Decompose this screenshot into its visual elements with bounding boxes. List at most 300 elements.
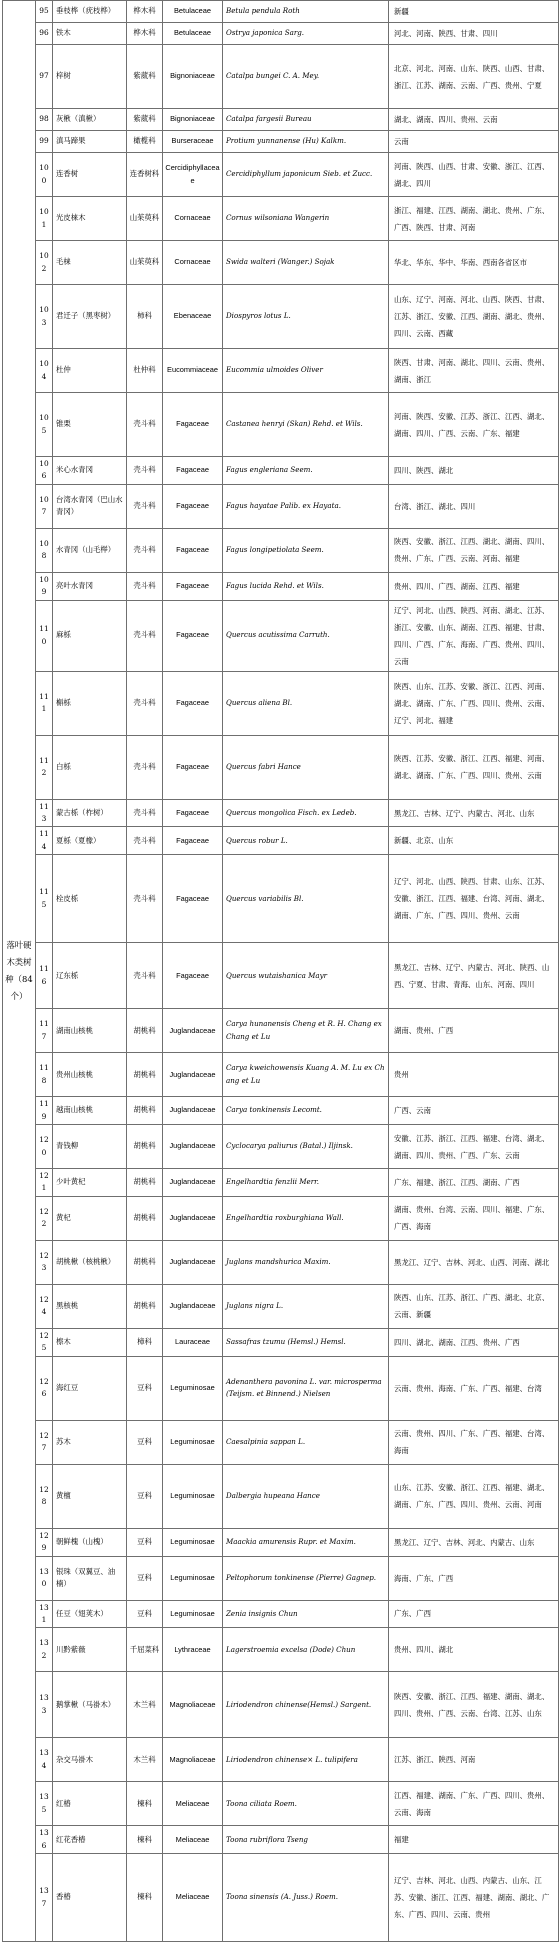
row-number-cell: 99 <box>36 131 53 153</box>
chinese-name-cell: 杜仲 <box>53 349 127 393</box>
scientific-name-cell: Quercus aliena Bl. <box>223 671 389 735</box>
table-row <box>3 1284 559 1328</box>
family-chinese-cell: 连香树科 <box>127 153 163 197</box>
distribution-cell: 贵州、四川、湖北 <box>389 1628 559 1672</box>
scientific-name-cell: Catalpa bungei C. A. Mey. <box>223 45 389 109</box>
family-latin-cell: Fagaceae <box>163 457 223 485</box>
family-latin-cell: Leguminosae <box>163 1356 223 1420</box>
row-number-cell: 107 <box>36 484 53 528</box>
distribution-cell: 辽宁、河北、山西、陕西、甘肃、山东、江苏、安徽、浙江、江西、福建、台湾、河南、湖北、湖南、广东、广西、四川、贵州、云南 <box>389 855 559 943</box>
table-row <box>3 349 559 393</box>
table-row <box>3 735 559 799</box>
row-number-cell: 105 <box>36 393 53 457</box>
family-chinese-cell: 胡桃科 <box>127 1240 163 1284</box>
scientific-name-cell: Protium yunnanense (Hu) Kalkm. <box>223 131 389 153</box>
family-chinese-cell: 壳斗科 <box>127 735 163 799</box>
table-row <box>3 1628 559 1672</box>
family-chinese-cell: 豆科 <box>127 1464 163 1528</box>
chinese-name-cell: 苏木 <box>53 1420 127 1464</box>
family-chinese-cell: 豆科 <box>127 1556 163 1600</box>
chinese-name-cell: 黄杞 <box>53 1196 127 1240</box>
distribution-cell: 陕西、江苏、安徽、浙江、江西、福建、河南、湖北、湖南、广东、广西、四川、贵州、云南 <box>389 735 559 799</box>
table-row <box>3 1053 559 1097</box>
distribution-cell: 湖北、湖南、四川、贵州、云南 <box>389 109 559 131</box>
row-number-cell: 96 <box>36 23 53 45</box>
chinese-name-cell: 灰楸（滇楸） <box>53 109 127 131</box>
family-latin-cell: Fagaceae <box>163 572 223 600</box>
family-latin-cell: Lythraceae <box>163 1628 223 1672</box>
distribution-cell: 北京、河北、河南、山东、陕西、山西、甘肃、浙江、江苏、湖南、云南、广西、贵州、宁夏 <box>389 45 559 109</box>
table-row <box>3 1854 559 1942</box>
table-row <box>3 23 559 45</box>
family-chinese-cell: 胡桃科 <box>127 1009 163 1053</box>
family-chinese-cell: 千屈菜科 <box>127 1628 163 1672</box>
row-number-cell: 109 <box>36 572 53 600</box>
scientific-name-cell: Swida walteri (Wanger.) Sojak <box>223 241 389 285</box>
table-container <box>2 0 558 1920</box>
scientific-name-cell: Cyclocarya paliurus (Batal.) Iljinsk. <box>223 1125 389 1169</box>
scientific-name-cell: Dalbergia hupeana Hance <box>223 1464 389 1528</box>
row-number-cell: 117 <box>36 1009 53 1053</box>
family-latin-cell: Meliaceae <box>163 1782 223 1826</box>
table-row <box>3 1196 559 1240</box>
table-row <box>3 1464 559 1528</box>
distribution-cell: 四川、湖北、湖南、江西、贵州、广西 <box>389 1328 559 1356</box>
table-row <box>3 131 559 153</box>
distribution-cell: 广东、广西 <box>389 1600 559 1628</box>
chinese-name-cell: 海红豆 <box>53 1356 127 1420</box>
chinese-name-cell: 湖南山核桃 <box>53 1009 127 1053</box>
distribution-cell: 陕西、山东、江苏、安徽、浙江、江西、河南、湖北、湖南、广东、广西、四川、贵州、云南、辽宁、河北、福建 <box>389 671 559 735</box>
distribution-cell: 河南、陕西、山西、甘肃、安徽、浙江、江西、湖北、四川 <box>389 153 559 197</box>
row-number-cell: 95 <box>36 1 53 23</box>
row-number-cell: 137 <box>36 1854 53 1942</box>
row-number-cell: 136 <box>36 1826 53 1854</box>
family-latin-cell: Fagaceae <box>163 484 223 528</box>
scientific-name-cell: Quercus variabilis Bl. <box>223 855 389 943</box>
chinese-name-cell: 锥栗 <box>53 393 127 457</box>
chinese-name-cell: 杂交马褂木 <box>53 1738 127 1782</box>
distribution-cell: 黑龙江、吉林、辽宁、内蒙古、河北、陕西、山西、宁夏、甘肃、青海、山东、河南、四川 <box>389 943 559 1009</box>
family-latin-cell: Magnoliaceae <box>163 1738 223 1782</box>
scientific-name-cell: Quercus acutissima Carruth. <box>223 600 389 671</box>
distribution-cell: 江苏、浙江、陕西、河南 <box>389 1738 559 1782</box>
scientific-name-cell: Fagus hayatae Palib. ex Hayata. <box>223 484 389 528</box>
family-latin-cell: Juglandaceae <box>163 1284 223 1328</box>
row-number-cell: 115 <box>36 855 53 943</box>
table-row <box>3 1420 559 1464</box>
chinese-name-cell: 红椿 <box>53 1782 127 1826</box>
family-latin-cell: Cercidiphyllaceae <box>163 153 223 197</box>
family-latin-cell: Juglandaceae <box>163 1009 223 1053</box>
family-chinese-cell: 楝科 <box>127 1782 163 1826</box>
table-row <box>3 241 559 285</box>
scientific-name-cell: Fagus lucida Rehd. et Wils. <box>223 572 389 600</box>
family-latin-cell: Lauraceae <box>163 1328 223 1356</box>
family-chinese-cell: 木兰科 <box>127 1738 163 1782</box>
family-latin-cell: Ebenaceae <box>163 285 223 349</box>
row-number-cell: 102 <box>36 241 53 285</box>
family-chinese-cell: 紫葳科 <box>127 109 163 131</box>
family-chinese-cell: 柿科 <box>127 285 163 349</box>
table-row <box>3 109 559 131</box>
table-row <box>3 1 559 23</box>
category-cell: 落叶硬木类树种（84个） <box>3 1 36 1942</box>
scientific-name-cell: Toona sinensis (A. Juss.) Roem. <box>223 1854 389 1942</box>
family-latin-cell: Meliaceae <box>163 1854 223 1942</box>
family-chinese-cell: 桦木科 <box>127 1 163 23</box>
family-latin-cell: Fagaceae <box>163 827 223 855</box>
row-number-cell: 124 <box>36 1284 53 1328</box>
chinese-name-cell: 香椿 <box>53 1854 127 1942</box>
tree-species-table <box>2 0 559 1942</box>
table-row <box>3 1328 559 1356</box>
row-number-cell: 134 <box>36 1738 53 1782</box>
row-number-cell: 121 <box>36 1169 53 1197</box>
row-number-cell: 129 <box>36 1528 53 1556</box>
scientific-name-cell: Catalpa fargesii Bureau <box>223 109 389 131</box>
family-chinese-cell: 胡桃科 <box>127 1284 163 1328</box>
scientific-name-cell: Cornus wilsoniana Wangerin <box>223 197 389 241</box>
table-row <box>3 799 559 827</box>
family-latin-cell: Fagaceae <box>163 528 223 572</box>
family-latin-cell: Fagaceae <box>163 600 223 671</box>
chinese-name-cell: 青钱柳 <box>53 1125 127 1169</box>
chinese-name-cell: 黄檀 <box>53 1464 127 1528</box>
family-chinese-cell: 胡桃科 <box>127 1125 163 1169</box>
family-chinese-cell: 橄榄科 <box>127 131 163 153</box>
distribution-cell: 河南、陕西、安徽、江苏、浙江、江西、湖北、湖南、四川、广西、云南、广东、福建 <box>389 393 559 457</box>
family-latin-cell: Juglandaceae <box>163 1169 223 1197</box>
chinese-name-cell: 君迁子（黑枣树） <box>53 285 127 349</box>
chinese-name-cell: 红花香椿 <box>53 1826 127 1854</box>
chinese-name-cell: 夏栎（夏橡） <box>53 827 127 855</box>
family-latin-cell: Meliaceae <box>163 1826 223 1854</box>
distribution-cell: 陕西、山东、江苏、浙江、广西、湖北、北京、云南、新疆 <box>389 1284 559 1328</box>
chinese-name-cell: 栓皮栎 <box>53 855 127 943</box>
family-chinese-cell: 山茱萸科 <box>127 197 163 241</box>
family-chinese-cell: 杜仲科 <box>127 349 163 393</box>
table-row <box>3 572 559 600</box>
row-number-cell: 130 <box>36 1556 53 1600</box>
distribution-cell: 华北、华东、华中、华南、西南各省区市 <box>389 241 559 285</box>
distribution-cell: 云南、贵州、海南、广东、广西、福建、台湾 <box>389 1356 559 1420</box>
family-chinese-cell: 木兰科 <box>127 1672 163 1738</box>
distribution-cell: 广东、福建、浙江、江西、湖南、广西 <box>389 1169 559 1197</box>
distribution-cell: 湖南、贵州、台湾、云南、四川、福建、广东、广西、海南 <box>389 1196 559 1240</box>
row-number-cell: 106 <box>36 457 53 485</box>
distribution-cell: 安徽、江苏、浙江、江西、福建、台湾、湖北、湖南、四川、贵州、广西、广东、云南 <box>389 1125 559 1169</box>
family-latin-cell: Cornaceae <box>163 241 223 285</box>
table-row <box>3 285 559 349</box>
row-number-cell: 120 <box>36 1125 53 1169</box>
table-row <box>3 1009 559 1053</box>
table-row <box>3 1782 559 1826</box>
distribution-cell: 黑龙江、辽宁、吉林、河北、山西、河南、湖北 <box>389 1240 559 1284</box>
family-chinese-cell: 壳斗科 <box>127 528 163 572</box>
family-chinese-cell: 楝科 <box>127 1854 163 1942</box>
distribution-cell: 河北、河南、陕西、甘肃、四川 <box>389 23 559 45</box>
family-latin-cell: Bignoniaceae <box>163 45 223 109</box>
table-row <box>3 197 559 241</box>
scientific-name-cell: Carya tonkinensis Lecomt. <box>223 1097 389 1125</box>
table-row <box>3 45 559 109</box>
row-number-cell: 113 <box>36 799 53 827</box>
row-number-cell: 111 <box>36 671 53 735</box>
table-body <box>3 1 559 1942</box>
scientific-name-cell: Quercus wutaishanica Mayr <box>223 943 389 1009</box>
family-chinese-cell: 壳斗科 <box>127 799 163 827</box>
family-chinese-cell: 胡桃科 <box>127 1169 163 1197</box>
row-number-cell: 116 <box>36 943 53 1009</box>
family-chinese-cell: 壳斗科 <box>127 572 163 600</box>
table-row <box>3 393 559 457</box>
scientific-name-cell: Sassafras tzumu (Hemsl.) Hemsl. <box>223 1328 389 1356</box>
scientific-name-cell: Maackia amurensis Rupr. et Maxim. <box>223 1528 389 1556</box>
chinese-name-cell: 米心水青冈 <box>53 457 127 485</box>
row-number-cell: 125 <box>36 1328 53 1356</box>
family-chinese-cell: 楝科 <box>127 1826 163 1854</box>
family-chinese-cell: 壳斗科 <box>127 484 163 528</box>
family-chinese-cell: 豆科 <box>127 1600 163 1628</box>
scientific-name-cell: Toona rubriflora Tseng <box>223 1826 389 1854</box>
scientific-name-cell: Carya kweichowensis Kuang A. M. Lu ex Chang et Lu <box>223 1053 389 1097</box>
family-chinese-cell: 桦木科 <box>127 23 163 45</box>
distribution-cell: 黑龙江、吉林、辽宁、内蒙古、河北、山东 <box>389 799 559 827</box>
distribution-cell: 湖南、贵州、广西 <box>389 1009 559 1053</box>
distribution-cell: 浙江、福建、江西、湖南、湖北、贵州、广东、广西、陕西、甘肃、河南 <box>389 197 559 241</box>
family-latin-cell: Bignoniaceae <box>163 109 223 131</box>
family-chinese-cell: 壳斗科 <box>127 457 163 485</box>
chinese-name-cell: 越南山核桃 <box>53 1097 127 1125</box>
table-row <box>3 1556 559 1600</box>
family-latin-cell: Juglandaceae <box>163 1125 223 1169</box>
distribution-cell: 山东、辽宁、河南、河北、山西、陕西、甘肃、江苏、浙江、安徽、江西、湖南、湖北、贵州、四川、云南、西藏 <box>389 285 559 349</box>
family-latin-cell: Burseraceae <box>163 131 223 153</box>
family-latin-cell: Juglandaceae <box>163 1097 223 1125</box>
chinese-name-cell: 辽东栎 <box>53 943 127 1009</box>
family-latin-cell: Fagaceae <box>163 735 223 799</box>
chinese-name-cell: 光皮梾木 <box>53 197 127 241</box>
distribution-cell: 陕西、甘肃、河南、湖北、四川、云南、贵州、湖南、浙江 <box>389 349 559 393</box>
scientific-name-cell: Peltophorum tonkinense (Pierre) Gagnep. <box>223 1556 389 1600</box>
row-number-cell: 103 <box>36 285 53 349</box>
scientific-name-cell: Caesalpinia sappan L. <box>223 1420 389 1464</box>
family-latin-cell: Juglandaceae <box>163 1240 223 1284</box>
family-latin-cell: Betulaceae <box>163 23 223 45</box>
table-row <box>3 1738 559 1782</box>
chinese-name-cell: 槲栎 <box>53 671 127 735</box>
chinese-name-cell: 少叶黄杞 <box>53 1169 127 1197</box>
family-latin-cell: Leguminosae <box>163 1464 223 1528</box>
scientific-name-cell: Diospyros lotus L. <box>223 285 389 349</box>
distribution-cell: 广西、云南 <box>389 1097 559 1125</box>
table-row <box>3 827 559 855</box>
family-latin-cell: Leguminosae <box>163 1528 223 1556</box>
family-latin-cell: Fagaceae <box>163 393 223 457</box>
chinese-name-cell: 亮叶水青冈 <box>53 572 127 600</box>
scientific-name-cell: Lagerstroemia excelsa (Dode) Chun <box>223 1628 389 1672</box>
row-number-cell: 133 <box>36 1672 53 1738</box>
distribution-cell: 贵州、四川、广西、湖南、江西、福建 <box>389 572 559 600</box>
chinese-name-cell: 毛梾 <box>53 241 127 285</box>
table-row <box>3 671 559 735</box>
scientific-name-cell: Juglans nigra L. <box>223 1284 389 1328</box>
row-number-cell: 98 <box>36 109 53 131</box>
row-number-cell: 104 <box>36 349 53 393</box>
row-number-cell: 108 <box>36 528 53 572</box>
scientific-name-cell: Liriodendron chinense× L. tulipifera <box>223 1738 389 1782</box>
scientific-name-cell: Fagus engleriana Seem. <box>223 457 389 485</box>
distribution-cell: 云南、贵州、四川、广东、广西、福建、台湾、海南 <box>389 1420 559 1464</box>
row-number-cell: 127 <box>36 1420 53 1464</box>
chinese-name-cell: 滇马蹄果 <box>53 131 127 153</box>
family-chinese-cell: 壳斗科 <box>127 943 163 1009</box>
distribution-cell: 台湾、浙江、湖北、四川 <box>389 484 559 528</box>
table-row <box>3 528 559 572</box>
chinese-name-cell: 朝鲜槐（山槐） <box>53 1528 127 1556</box>
distribution-cell: 云南 <box>389 131 559 153</box>
distribution-cell: 江西、福建、湖南、广东、广西、四川、贵州、云南、海南 <box>389 1782 559 1826</box>
family-latin-cell: Fagaceae <box>163 671 223 735</box>
distribution-cell: 福建 <box>389 1826 559 1854</box>
chinese-name-cell: 麻栎 <box>53 600 127 671</box>
distribution-cell: 海南、广东、广西 <box>389 1556 559 1600</box>
family-chinese-cell: 壳斗科 <box>127 855 163 943</box>
row-number-cell: 132 <box>36 1628 53 1672</box>
table-row <box>3 1528 559 1556</box>
family-latin-cell: Cornaceae <box>163 197 223 241</box>
scientific-name-cell: Quercus mongolica Fisch. ex Ledeb. <box>223 799 389 827</box>
row-number-cell: 135 <box>36 1782 53 1826</box>
table-row <box>3 855 559 943</box>
family-chinese-cell: 豆科 <box>127 1420 163 1464</box>
family-chinese-cell: 山茱萸科 <box>127 241 163 285</box>
family-latin-cell: Magnoliaceae <box>163 1672 223 1738</box>
row-number-cell: 118 <box>36 1053 53 1097</box>
scientific-name-cell: Carya hunanensis Cheng et R. H. Chang ex Chang et Lu <box>223 1009 389 1053</box>
family-latin-cell: Fagaceae <box>163 799 223 827</box>
row-number-cell: 123 <box>36 1240 53 1284</box>
family-latin-cell: Betulaceae <box>163 1 223 23</box>
family-latin-cell: Leguminosae <box>163 1556 223 1600</box>
scientific-name-cell: Zenia insignis Chun <box>223 1600 389 1628</box>
family-latin-cell: Eucommiaceae <box>163 349 223 393</box>
table-row <box>3 1600 559 1628</box>
distribution-cell: 黑龙江、辽宁、吉林、河北、内蒙古、山东 <box>389 1528 559 1556</box>
scientific-name-cell: Engelhardtia fenzlii Merr. <box>223 1169 389 1197</box>
row-number-cell: 112 <box>36 735 53 799</box>
family-latin-cell: Fagaceae <box>163 943 223 1009</box>
scientific-name-cell: Betula pendula Roth <box>223 1 389 23</box>
scientific-name-cell: Cercidiphyllum japonicum Sieb. et Zucc. <box>223 153 389 197</box>
table-row <box>3 1826 559 1854</box>
row-number-cell: 128 <box>36 1464 53 1528</box>
scientific-name-cell: Engelhardtia roxburghiana Wall. <box>223 1196 389 1240</box>
row-number-cell: 114 <box>36 827 53 855</box>
family-chinese-cell: 壳斗科 <box>127 827 163 855</box>
table-row <box>3 1125 559 1169</box>
scientific-name-cell: Castanea henryi (Skan) Rehd. et Wils. <box>223 393 389 457</box>
chinese-name-cell: 台湾水青冈（巴山水青冈） <box>53 484 127 528</box>
family-chinese-cell: 胡桃科 <box>127 1196 163 1240</box>
family-latin-cell: Fagaceae <box>163 855 223 943</box>
family-chinese-cell: 紫葳科 <box>127 45 163 109</box>
family-latin-cell: Juglandaceae <box>163 1196 223 1240</box>
chinese-name-cell: 水青冈（山毛榉） <box>53 528 127 572</box>
table-row <box>3 1240 559 1284</box>
chinese-name-cell: 贵州山核桃 <box>53 1053 127 1097</box>
scientific-name-cell: Fagus longipetiolata Seem. <box>223 528 389 572</box>
family-chinese-cell: 壳斗科 <box>127 393 163 457</box>
distribution-cell: 陕西、安徽、浙江、江西、福建、湖南、湖北、四川、贵州、广西、云南、台湾、江苏、山东 <box>389 1672 559 1738</box>
table-row <box>3 1097 559 1125</box>
table-row <box>3 1356 559 1420</box>
chinese-name-cell: 鹅掌楸（马褂木） <box>53 1672 127 1738</box>
row-number-cell: 97 <box>36 45 53 109</box>
scientific-name-cell: Quercus robur L. <box>223 827 389 855</box>
family-chinese-cell: 豆科 <box>127 1356 163 1420</box>
distribution-cell: 新疆 <box>389 1 559 23</box>
table-row <box>3 153 559 197</box>
chinese-name-cell: 白栎 <box>53 735 127 799</box>
distribution-cell: 山东、江苏、安徽、浙江、江西、福建、湖北、湖南、广东、广西、四川、贵州、云南、河南 <box>389 1464 559 1528</box>
row-number-cell: 110 <box>36 600 53 671</box>
chinese-name-cell: 连香树 <box>53 153 127 197</box>
row-number-cell: 131 <box>36 1600 53 1628</box>
family-latin-cell: Leguminosae <box>163 1420 223 1464</box>
table-row <box>3 1169 559 1197</box>
table-row <box>3 1672 559 1738</box>
chinese-name-cell: 垂枝桦（疣枝桦） <box>53 1 127 23</box>
distribution-cell: 贵州 <box>389 1053 559 1097</box>
chinese-name-cell: 梓树 <box>53 45 127 109</box>
distribution-cell: 陕西、安徽、浙江、江西、湖北、湖南、四川、贵州、广东、广西、云南、河南、福建 <box>389 528 559 572</box>
row-number-cell: 101 <box>36 197 53 241</box>
table-row <box>3 457 559 485</box>
family-chinese-cell: 豆科 <box>127 1528 163 1556</box>
chinese-name-cell: 蒙古栎（柞树） <box>53 799 127 827</box>
family-latin-cell: Juglandaceae <box>163 1053 223 1097</box>
row-number-cell: 126 <box>36 1356 53 1420</box>
family-chinese-cell: 壳斗科 <box>127 671 163 735</box>
family-chinese-cell: 樟科 <box>127 1328 163 1356</box>
table-row <box>3 943 559 1009</box>
distribution-cell: 辽宁、河北、山西、陕西、河南、湖北、江苏、浙江、安徽、山东、湖南、江西、福建、甘肃、四川、广西、广东、海南、广西、贵州、四川、云南 <box>389 600 559 671</box>
scientific-name-cell: Quercus fabri Hance <box>223 735 389 799</box>
row-number-cell: 100 <box>36 153 53 197</box>
scientific-name-cell: Ostrya japonica Sarg. <box>223 23 389 45</box>
row-number-cell: 119 <box>36 1097 53 1125</box>
chinese-name-cell: 川黔紫薇 <box>53 1628 127 1672</box>
scientific-name-cell: Adenanthera pavonina L. var. microsperma (Teijsm. et Binnend.) Nielsen <box>223 1356 389 1420</box>
scientific-name-cell: Juglans mandshurica Maxim. <box>223 1240 389 1284</box>
row-number-cell: 122 <box>36 1196 53 1240</box>
scientific-name-cell: Liriodendron chinense(Hemsl.) Sargent. <box>223 1672 389 1738</box>
scientific-name-cell: Eucommia ulmoides Oliver <box>223 349 389 393</box>
chinese-name-cell: 铁木 <box>53 23 127 45</box>
table-row <box>3 600 559 671</box>
chinese-name-cell: 银珠（双翼豆、油楠） <box>53 1556 127 1600</box>
family-chinese-cell: 胡桃科 <box>127 1053 163 1097</box>
chinese-name-cell: 任豆（翅荚木） <box>53 1600 127 1628</box>
family-chinese-cell: 胡桃科 <box>127 1097 163 1125</box>
distribution-cell: 四川、陕西、湖北 <box>389 457 559 485</box>
table-row <box>3 484 559 528</box>
scientific-name-cell: Toona ciliata Roem. <box>223 1782 389 1826</box>
family-latin-cell: Leguminosae <box>163 1600 223 1628</box>
chinese-name-cell: 黑核桃 <box>53 1284 127 1328</box>
